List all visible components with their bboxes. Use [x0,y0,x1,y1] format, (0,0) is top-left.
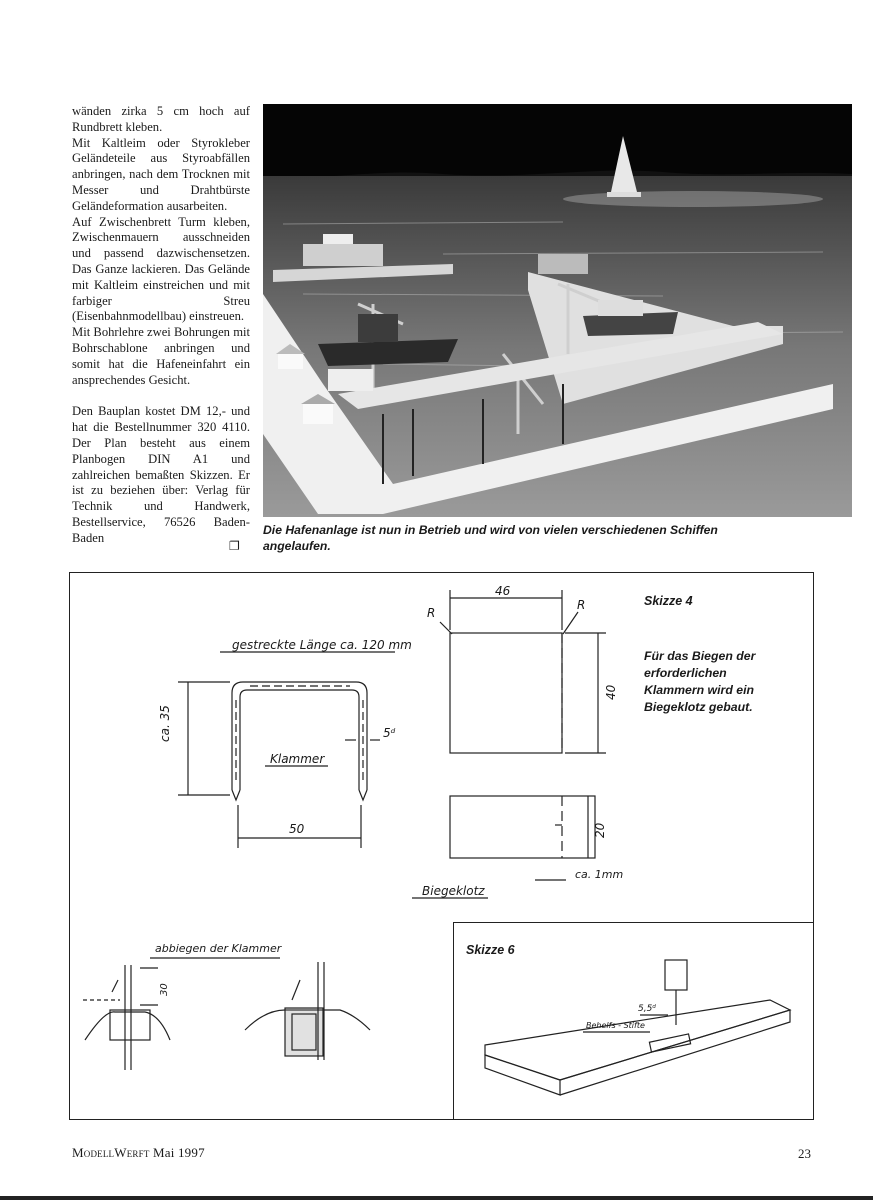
article-paragraph: Den Bauplan kostet DM 12,- und hat die Bestellnummer 320 4110. Der Plan besteht aus einem Planbogen DIN A1 und zahlreichen bemaßten Skizzen. Er ist zu beziehen über: Verlag für Technik und Handwerk, Bestellservice, 76526 Baden-Baden [72,404,250,545]
radius-mark-right: R [577,598,586,612]
gap-note: ca. 1mm [575,868,624,881]
length-note: gestreckte Länge ca. 120 mm [232,638,412,652]
bottom-edge [0,1196,873,1200]
width-dimension: 50 [289,822,305,836]
skizze4-description: Für das Biegen der erforderlichen Klammern wird ein Biegeklotz gebaut. [644,649,756,714]
abbiegen-label: abbiegen der Klammer [155,942,282,955]
article-paragraph: Auf Zwischenbrett Turm kleben, Zwischenmauern ausschneiden und passend dazwischensetzen. Das Ganze lackieren. Das Gelände mit Kaltleim einstreichen und mit farbiger Streu (Eisenbahnmodellbau) einstreuen. [72,214,250,324]
radius-mark-left: R [427,606,436,620]
klammer-outline [232,682,367,790]
skizze6-dimension: 5,5ᵈ [638,1004,656,1014]
end-of-article-mark: ❐ [229,539,240,553]
klammer-inner [240,690,359,790]
block-height-dimension: 40 [604,684,618,700]
height-dimension: ca. 35 [158,705,172,742]
biegeklotz-side-view [450,796,595,858]
article-paragraph: Mit Bohrlehre zwei Bohrungen mit Bohrschablone anbringen und somit hat die Hafeneinfahrt ein ansprechendes Gesicht. [72,325,250,387]
biegeklotz-label: Biegeklotz [422,884,485,898]
wire-dimension: 5ᵈ [383,726,396,740]
biegeklotz-top-view [450,633,562,753]
block2-height-dimension: 20 [593,822,607,838]
skizze4-title: Skizze 4 [644,594,693,608]
footer-magazine [72,1145,205,1161]
issue-date: Mai 1997 [152,1145,205,1160]
article-paragraph: Mit Kaltleim oder Styrokleber Geländeteile aus Styroabfällen anbringen, nach dem Trocknen mit Messer und Drahtbürste Geländeformation ausarbeiten. [72,135,250,213]
block-width-dimension: 46 [495,584,511,598]
helper-pins-label: Behelfs - Stifte [586,1021,645,1030]
photo-caption: Die Hafenanlage ist nun in Betrieb und wird von vielen verschiedenen Schiffen angelaufen. [263,523,718,553]
magazine-name: ModellWerft [72,1145,150,1160]
page-number: 23 [798,1146,811,1161]
abbiegen-dimension: 30 [159,983,170,996]
article-paragraph: wänden zirka 5 cm hoch auf Rundbrett kleben. [72,104,250,134]
skizze6-title: Skizze 6 [466,943,515,957]
klammer-label: Klammer [270,752,325,766]
